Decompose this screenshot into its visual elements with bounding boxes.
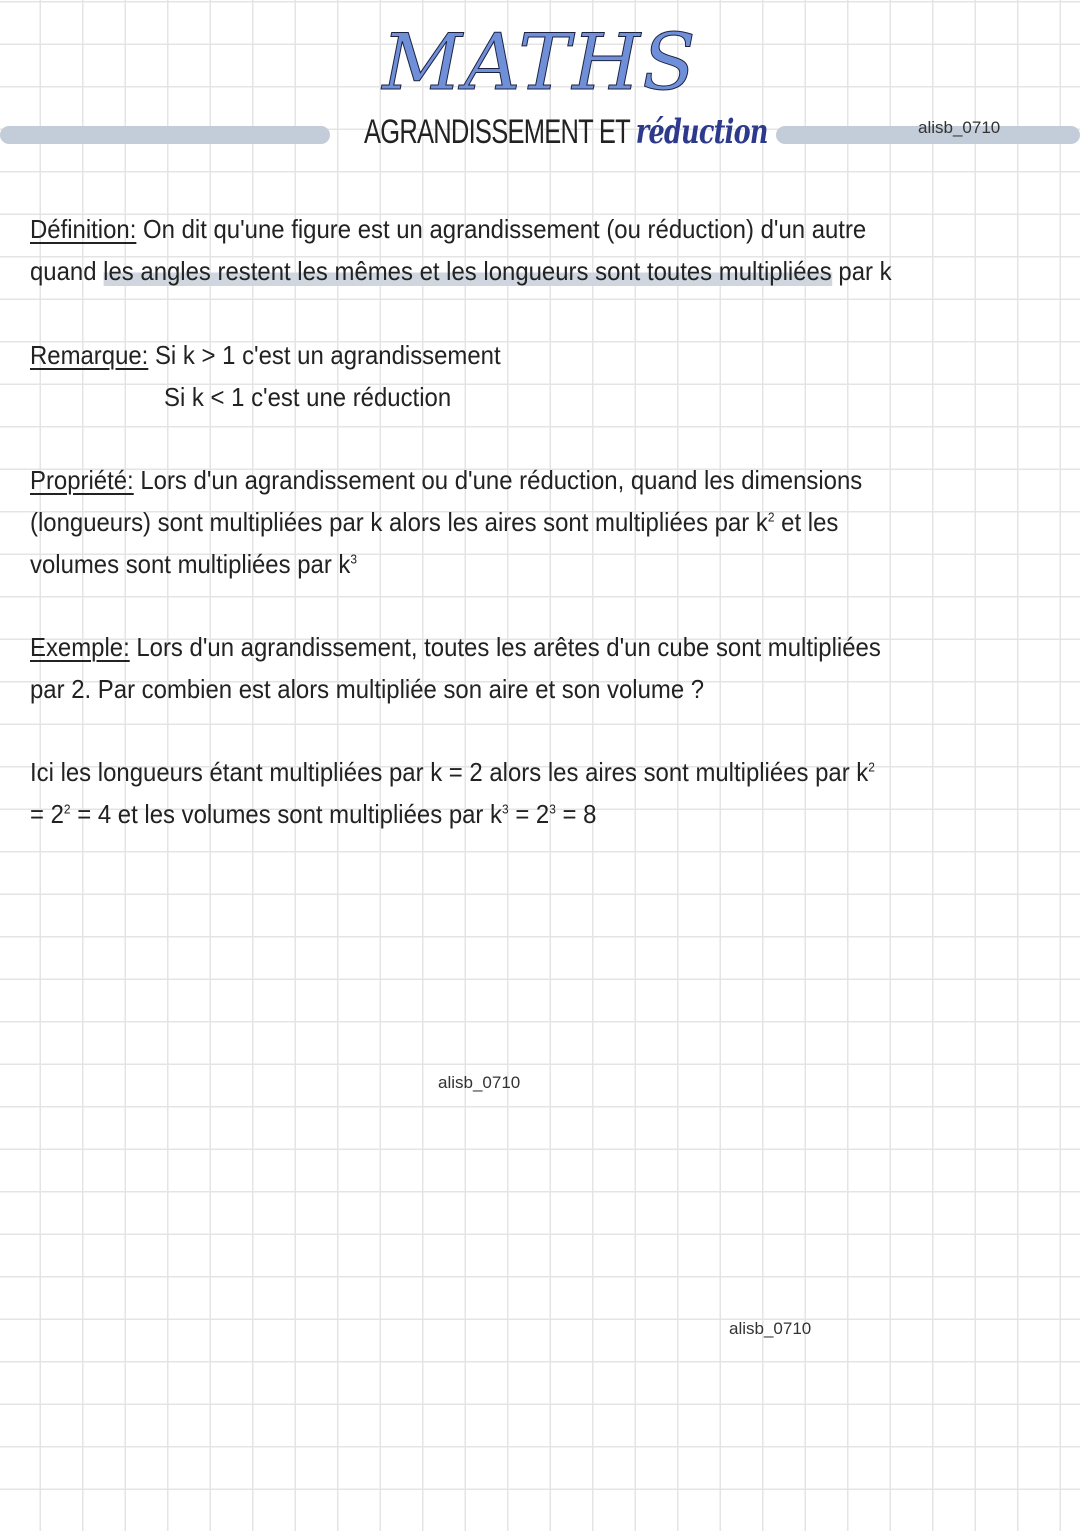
solution-line-1 [30, 757, 875, 788]
text: = 2 [30, 799, 64, 829]
exemple-line-2: par 2. Par combien est alors multipliée son aire et son volume ? [30, 674, 705, 704]
text: On dit qu'une figure est un agrandissement (ou réduction) d'un autre [136, 214, 867, 244]
definition-line-2 [30, 256, 892, 287]
text: = 2 [508, 799, 550, 829]
exponent: 2 [868, 759, 875, 775]
exemple-line-1 [30, 632, 881, 663]
exponent: 2 [63, 801, 71, 817]
propriete-label: Propriété: [30, 465, 134, 495]
text: (longueurs) sont multipliées par k alors les aires sont multipliées par k [30, 507, 768, 537]
remarque-line-1 [30, 340, 501, 371]
watermark: alisb_0710 [729, 1319, 812, 1338]
definition-label: Définition: [30, 214, 137, 244]
remarque-label: Remarque: [30, 340, 149, 370]
exponent: 2 [767, 509, 775, 525]
subtitle-text: AGRANDISSEMENT ET [364, 113, 630, 151]
text: et les [774, 507, 839, 537]
highlighted-text: les angles restent les mêmes et les longueurs sont toutes multipliées [103, 256, 832, 286]
solution-line-2 [30, 799, 596, 830]
text: = 4 et les volumes sont multipliées par k [70, 799, 503, 829]
propriete-line-2 [30, 507, 838, 538]
text: quand [30, 256, 104, 286]
text: Ici les longueurs étant multipliées par k = 2 alors les aires sont multipliées par k [30, 757, 869, 787]
text: Lors d'un agrandissement, toutes les arêtes d'un cube sont multipliées [129, 632, 881, 662]
text: = 8 [555, 799, 597, 829]
text: Lors d'un agrandissement ou d'une réduction, quand les dimensions [133, 465, 863, 495]
propriete-line-3 [30, 549, 357, 580]
watermark: alisb_0710 [438, 1073, 521, 1092]
page-title: MATHS [382, 18, 698, 108]
text: Si k > 1 c'est un agrandissement [148, 340, 501, 370]
subtitle [364, 112, 768, 152]
subtitle-accent: réduction [635, 112, 768, 152]
exemple-label: Exemple: [30, 632, 130, 662]
exponent: 3 [549, 801, 556, 817]
propriete-line-1 [30, 465, 862, 496]
exponent: 3 [350, 551, 358, 567]
text: volumes sont multipliées par k [30, 549, 351, 579]
exponent: 3 [502, 801, 509, 817]
remarque-line-2: Si k < 1 c'est une réduction [164, 382, 452, 412]
watermark: alisb_0710 [918, 118, 1001, 137]
definition-line-1 [30, 214, 866, 245]
header-bar-left [0, 126, 330, 144]
text: par k [831, 256, 892, 286]
